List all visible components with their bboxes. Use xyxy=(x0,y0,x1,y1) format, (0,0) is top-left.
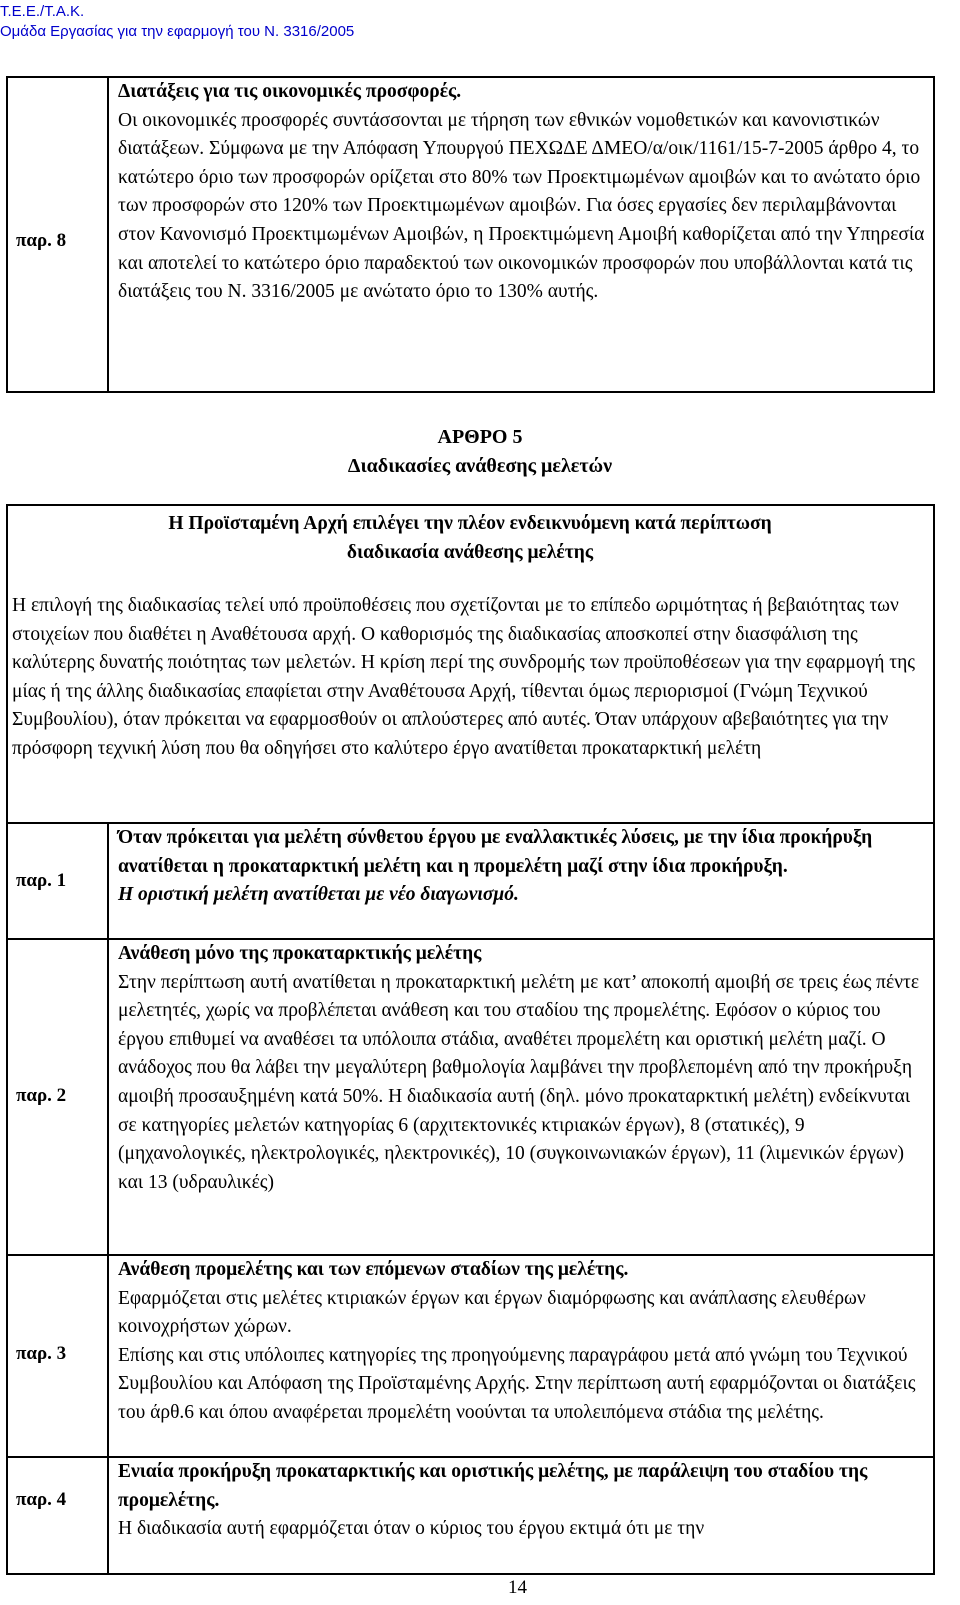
par2-content xyxy=(118,940,930,1197)
par3-label: παρ. 3 xyxy=(16,1343,67,1364)
par4-label: παρ. 4 xyxy=(16,1489,67,1510)
par1-note: Η οριστική μελέτη ανατίθεται με νέο διαγωνισμό. xyxy=(118,884,519,906)
par2-body: Στην περίπτωση αυτή ανατίθεται η προκαταρκτική μελέτη με κατ’ αποκοπή αμοιβή σε τρεις έως πέντε μελετητές, χωρίς να προβλέπεται ανάθεση και του σταδίου της προμελέτης. Εφόσον ο κύριος του έργου επιθυμεί να αναθέσει τα υπόλοιπα στάδια, αναθέτει προμελέτη και οριστική μελέτη μαζί. Ο ανάδοχος που θα λάβει την μεγαλύτερη βαθμολογία λαμβάνει την προβλεπομένη από την προκήρυξη αμοιβή προσαυξημένη κατά 50%. Η διαδικασία αυτή (δηλ. μόνο προκαταρκτική μελέτη) ενδείκνυται σε κατηγορίες μελετών κατηγορίας 6 (αρχιτεκτονικές κτιριακών έργων), 8 (στατικές), 9 (μηχανολογικές, ηλεκτρολογικές, ηλεκτρονικές), 10 (συγκοινωνιακών έργων), 11 (λιμενικών έργων) και 13 (υδραυλικές) xyxy=(118,971,920,1193)
page-number: 14 xyxy=(508,1577,527,1598)
par4-body: Η διαδικασία αυτή εφαρμόζεται όταν ο κύριος του έργου εκτιμά ότι με την xyxy=(118,1518,705,1540)
article-title: ΑΡΘΡΟ 5 xyxy=(437,426,523,448)
par8-heading: Διατάξεις για τις οικονομικές προσφορές. xyxy=(118,81,462,102)
par8-label: παρ. 8 xyxy=(16,230,67,251)
label-column-divider xyxy=(107,822,109,1575)
par8-body: Οι οικονομικές προσφορές συντάσσονται με τήρηση των εθνικών νομοθετικών και κανονιστικών διατάξεων. Σύμφωνα με την Απόφαση Υπουργού ΠΕΧΩΔΕ ΔΜΕΟ/α/οικ/1161/15-7-2005 άρθρο 4, το κατώτερο όριο των προσφορών ορίζεται στο 80% των Προεκτιμωμένων αμοιβών και το ανώτατο όριο των προσφορών στο 120% των Προεκτιμωμένων αμοιβών. Για όσες εργασίες δεν περιλαμβάνονται στον Κανονισμό Προεκτιμωμένων Αμοιβών, η Προεκτιμώμενη Αμοιβή καθορίζεται από την Υπηρεσία και αποτελεί το κατώτερο όριο παραδεκτού των οικονομικών προσφορών που υποβάλλονται κατά τις διατάξεις του Ν. 3316/2005 με ανώτατο όριο το 130% αυτής. xyxy=(118,109,925,303)
par1-content xyxy=(118,824,930,910)
par1-heading: Όταν πρόκειται για μελέτη σύνθετου έργου με εναλλακτικές λύσεις, με την ίδια προκήρυξη ανατίθεται η προκαταρκτική μελέτη και η προμελέτη μαζί στην ίδια προκήρυξη. xyxy=(118,827,873,877)
par8-content xyxy=(118,78,930,307)
par8-divider xyxy=(107,76,109,393)
par1-label: παρ. 1 xyxy=(16,870,67,891)
par3-heading: Ανάθεση προμελέτης και των επόμενων σταδίων της μελέτης. xyxy=(118,1259,629,1280)
par3-body2: Επίσης και στις υπόλοιπες κατηγορίες της προηγούμενης παραγράφου μετά από γνώμη του Τεχνικού Συμβουλίου και Απόφαση της Προϊσταμένης Αρχής. Στην περίπτωση αυτή εφαρμόζονται οι διατάξεις του άρθ.6 και όπου αναφέρεται προμελέτη νοούνται τα υπολειπόμενα στάδια της μελέτης. xyxy=(118,1344,916,1423)
par2-label: παρ. 2 xyxy=(16,1085,67,1106)
par2-heading: Ανάθεση μόνο της προκαταρκτικής μελέτης xyxy=(118,943,482,964)
article-subtitle: Διαδικασίες ανάθεσης μελετών xyxy=(347,455,613,477)
intro-body: Η επιλογή της διαδικασίας τελεί υπό προϋποθέσεις που σχετίζονται με το επίπεδο ωριμότητας ή βεβαιότητας των στοιχείων που διαθέτει η Αναθέτουσα αρχή. Ο καθορισμός της διαδικασίας αποσκοπεί στην διασφάλιση της καλύτερης δυνατής ποιότητας των μελετών. Η κρίση περί της συνδρομής των προϋποθέσεων για την εφαρμογή της μίας ή της άλλης διαδικασίας επαφίεται στην Αναθέτουσα Αρχή, τίθενται όμως περιορισμοί (Γνώμη Τεχνικού Συμβουλίου), όταν πρόκειται να εφαρμοσθούν οι απλούστερες από αυτές. Όταν υπάρχουν αβεβαιότητες για την πρόσφορη τεχνική λύση που θα οδηγήσει στο καλύτερο έργο ανατίθεται προκαταρκτική μελέτη xyxy=(12,595,916,759)
par4-content xyxy=(118,1458,930,1544)
header-org: Τ.Ε.Ε./Τ.Α.Κ. xyxy=(0,3,85,20)
par3-content xyxy=(118,1256,930,1428)
intro-heading: Η Προϊσταμένη Αρχή επιλέγει την πλέον ενδεικνυόμενη κατά περίπτωση διαδικασία ανάθεσης μελέτης xyxy=(168,513,772,563)
par4-heading: Ενιαία προκήρυξη προκαταρκτικής και οριστικής μελέτης, με παράλειψη του σταδίου της προμελέτης. xyxy=(118,1461,868,1511)
par3-body1: Εφαρμόζεται στις μελέτες κτιριακών έργων και έργων διαμόρφωσης και ανάπλασης ελευθέρων κοινοχρήστων χώρων. xyxy=(118,1287,866,1338)
running-header xyxy=(0,2,354,42)
header-group: Ομάδα Εργασίας για την εφαρμογή του Ν. 3316/2005 xyxy=(0,23,355,40)
